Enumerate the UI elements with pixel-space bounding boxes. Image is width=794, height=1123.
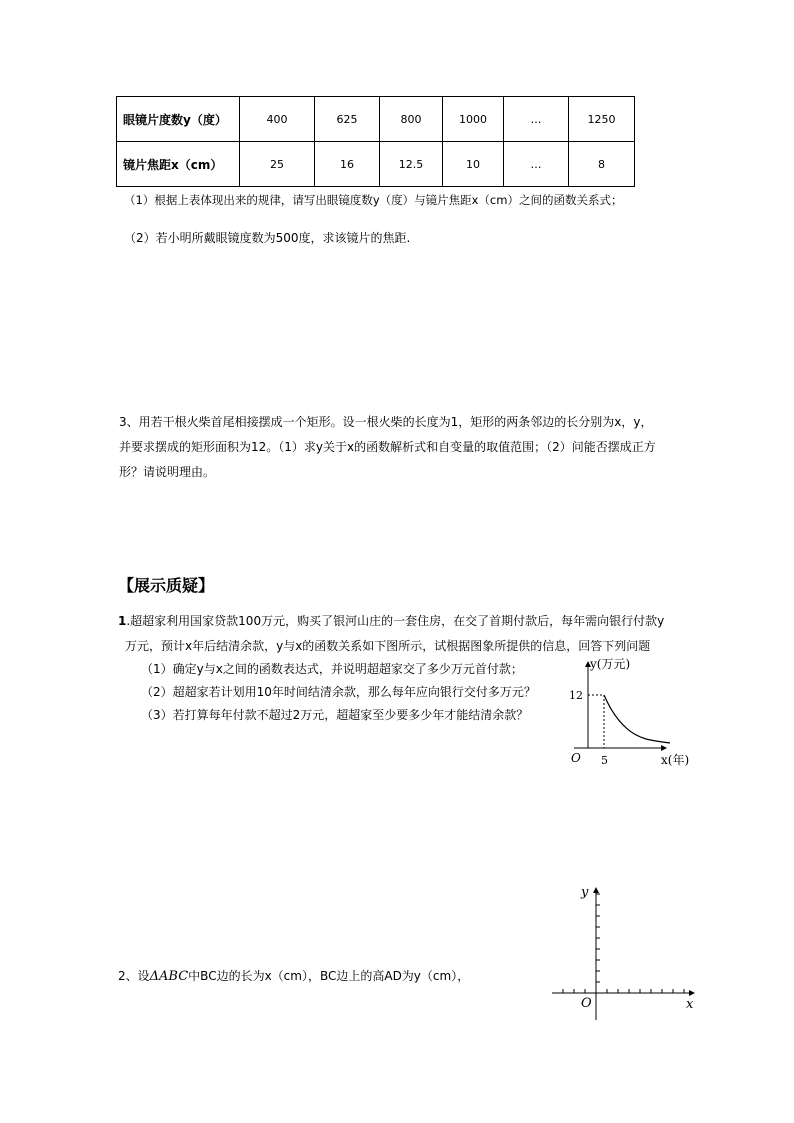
coordinate-axes — [546, 880, 706, 1020]
table-cell: 800 — [380, 97, 443, 142]
table-row — [117, 142, 635, 187]
table-cell: 12.5 — [380, 142, 443, 187]
origin-label: O — [571, 751, 581, 765]
problem2-prefix: 2、设 — [118, 969, 150, 983]
problem1-number: 1 — [118, 614, 127, 628]
axis-ticks — [563, 894, 684, 993]
problem1-line2: 万元，预计x年后结清余款，y与x的函数关系如下图所示，试根据图象所提供的信息，回答下列问题 — [125, 639, 651, 653]
table-cell: 眼镜片度数y（度） — [117, 97, 240, 142]
question-sub2: （2）若小明所戴眼镜度数为500度，求该镜片的焦距. — [124, 231, 411, 245]
table-cell: 625 — [315, 97, 380, 142]
problem2-line — [118, 968, 469, 985]
table-cell: 400 — [240, 97, 315, 142]
y-tick-label: 12 — [569, 689, 583, 702]
triangle-symbol: ΔABC — [149, 969, 189, 984]
table-cell: 镜片焦距x（cm） — [117, 142, 240, 187]
problem2-rest: 中BC边的长为x（cm），BC边上的高AD为y（cm）， — [188, 969, 470, 983]
inverse-function-graph — [556, 652, 706, 772]
table-cell: 16 — [315, 142, 380, 187]
problem1-line1 — [118, 613, 664, 629]
y-axis-label: y(万元) — [590, 657, 631, 671]
table-cell: … — [504, 142, 569, 187]
hyperbola-curve — [604, 695, 670, 743]
table-cell: 1250 — [569, 97, 635, 142]
problem1-sub3: （3）若打算每年付款不超过2万元，超超家至少要多少年才能结清余款？ — [141, 708, 529, 722]
lens-table — [116, 96, 635, 187]
problem1-text1: .超超家利用国家贷款100万元，购买了银河山庄的一套住房，在交了首期付款后，每年需向银行付款y — [126, 614, 665, 628]
question3-line1: 3、用若干根火柴首尾相接摆成一个矩形。设一根火柴的长度为1，矩形的两条邻边的长分别为x，y， — [119, 415, 653, 429]
problem1-sub2: （2）超超家若计划用10年时间结清余款，那么每年应向银行交付多万元？ — [141, 685, 536, 699]
x-axis-label: x(年) — [661, 753, 690, 767]
question-sub1: （1）根据上表体现出来的规律，请写出眼镜度数y（度）与镜片焦距x（cm）之间的函数关系式； — [124, 193, 623, 207]
y-label: y — [581, 885, 589, 900]
question3-line2: 并要求摆成的矩形面积为12。（1）求y关于x的函数解析式和自变量的取值范围；（2）问能否摆成正方 — [119, 440, 656, 454]
table-cell: … — [504, 97, 569, 142]
table-cell: 10 — [443, 142, 504, 187]
problem1-sub1: （1）确定y与x之间的函数表达式，并说明超超家交了多少万元首付款； — [141, 662, 523, 676]
table-cell: 1000 — [443, 97, 504, 142]
x-label: x — [686, 997, 694, 1012]
table-cell: 8 — [569, 142, 635, 187]
section-title: 【展示质疑】 — [118, 576, 215, 595]
origin-label: O — [581, 996, 592, 1011]
x-tick-label: 5 — [601, 754, 608, 767]
table-cell: 25 — [240, 142, 315, 187]
question3-line3: 形？请说明理由。 — [119, 465, 216, 479]
table-row — [117, 97, 635, 142]
